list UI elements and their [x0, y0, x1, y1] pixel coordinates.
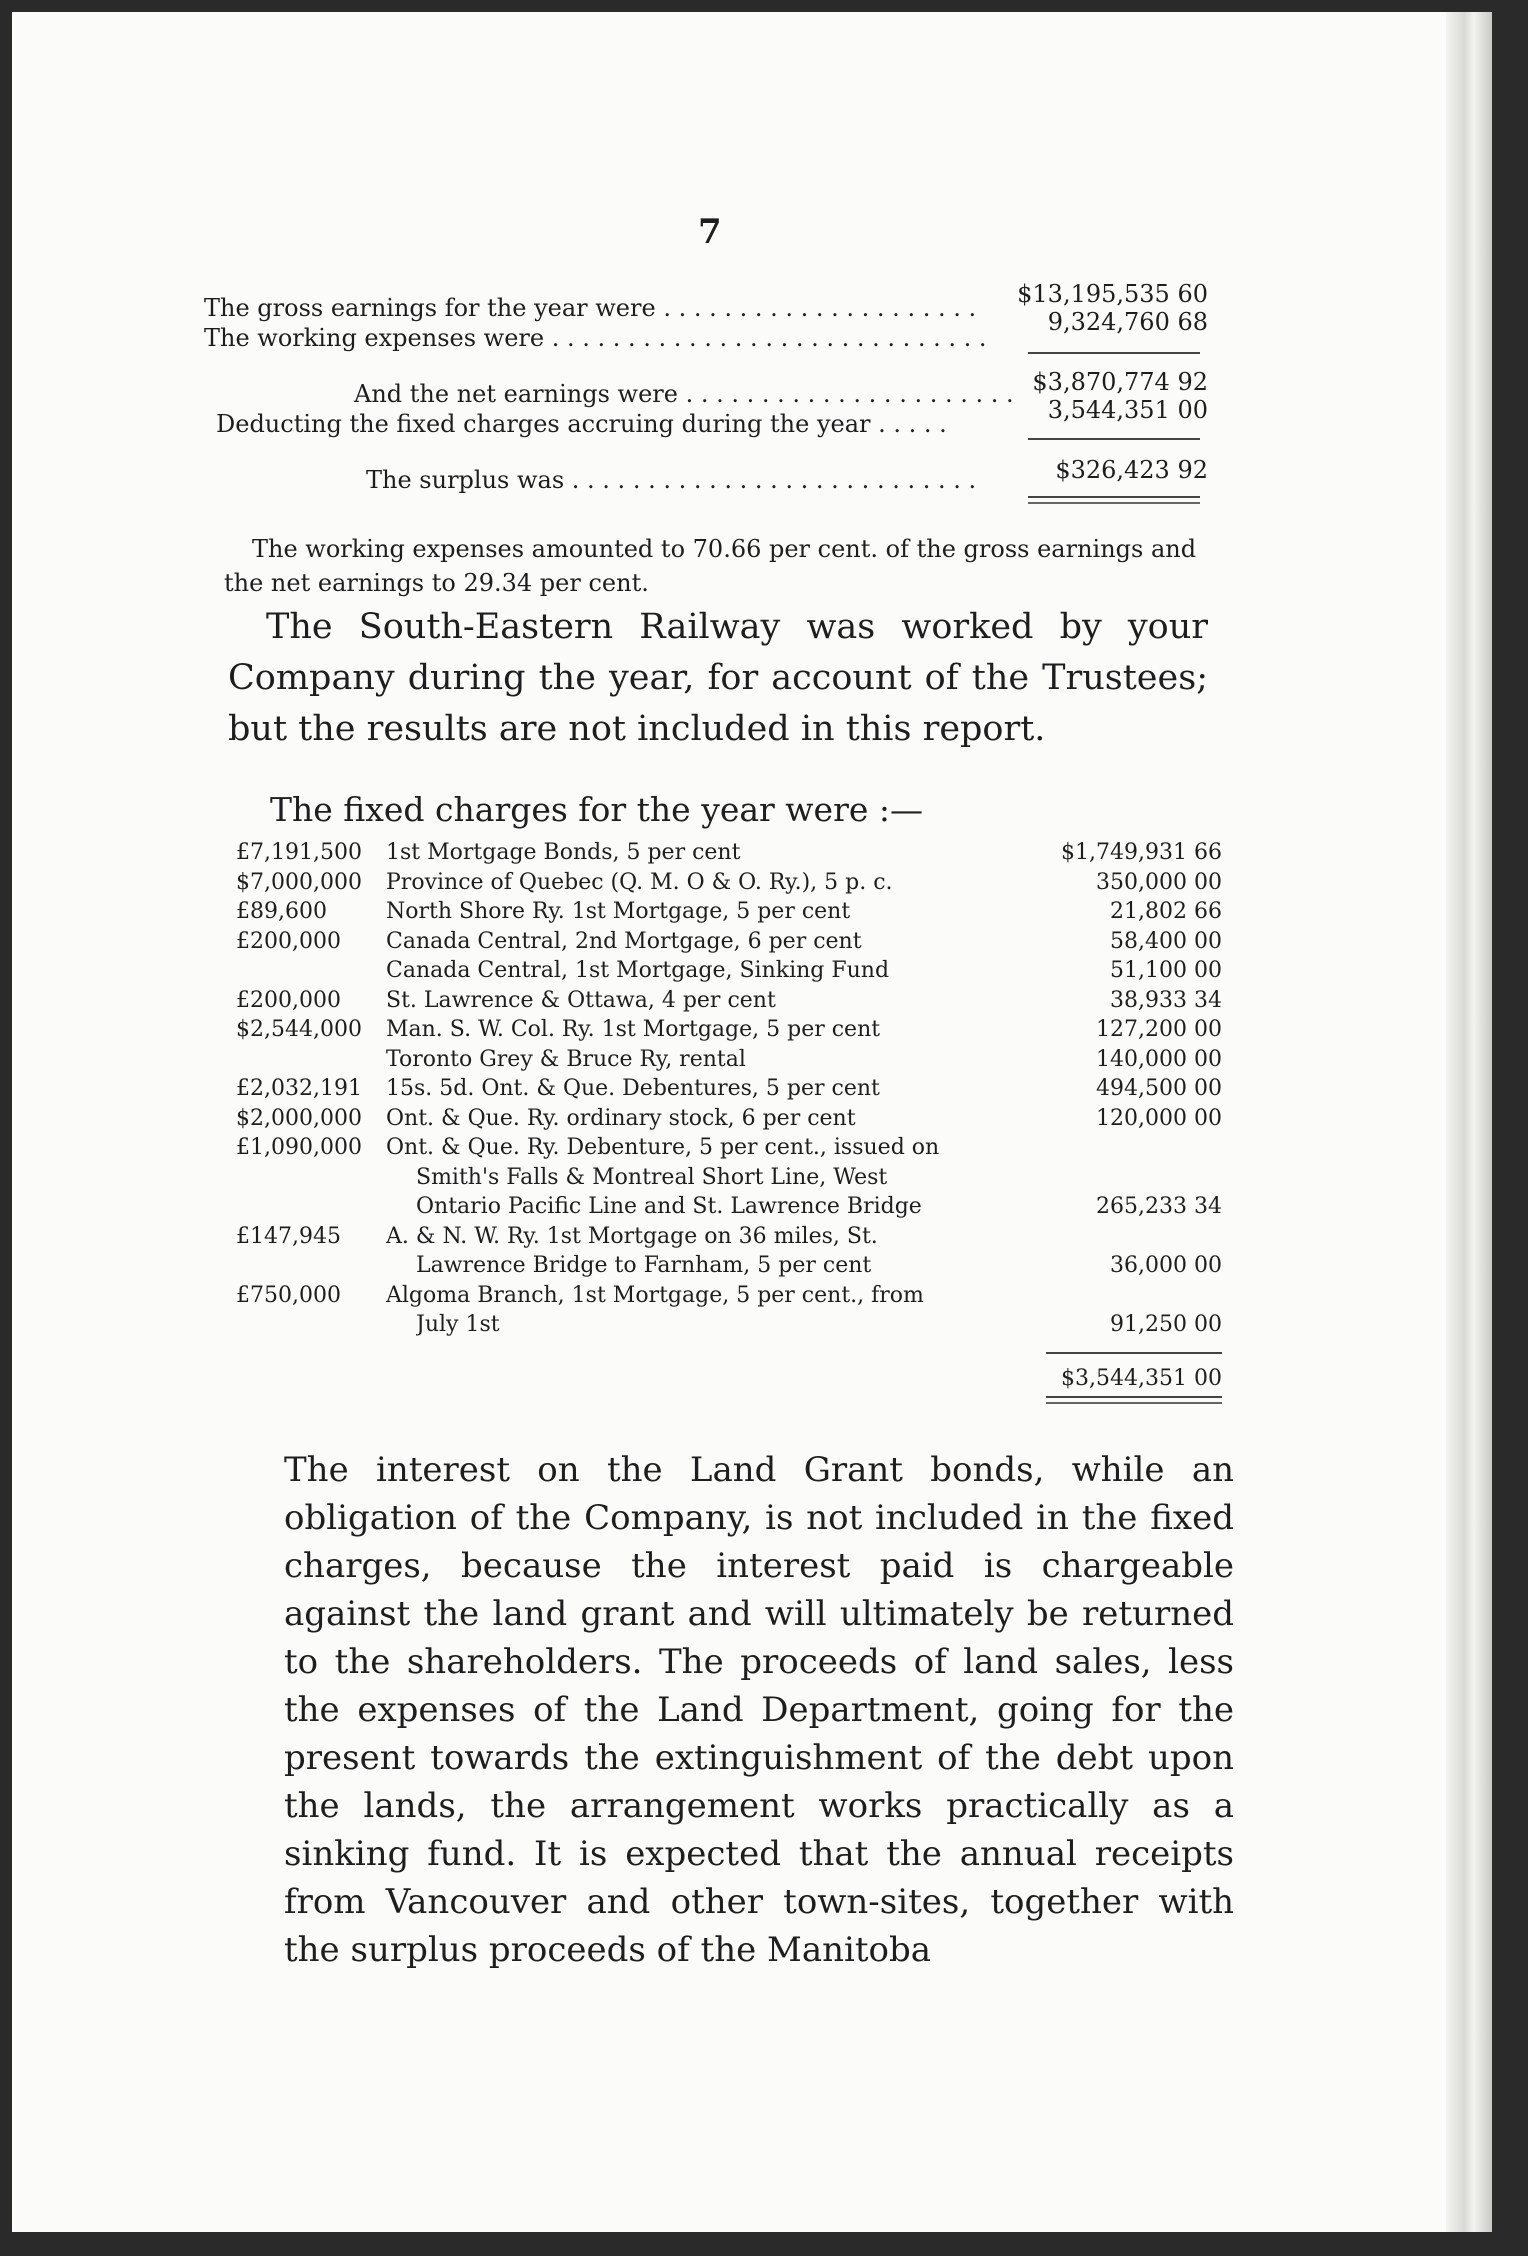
- table-row: £750,000 Algoma Branch, 1st Mortgage, 5 per cent., from: [236, 1282, 924, 1308]
- table-row: July 1st 91,250 00: [416, 1312, 1222, 1337]
- table-row: Canada Central, 1st Mortgage, Sinking Fund 51,100 00: [386, 958, 1222, 983]
- sum-double-rule: [1028, 496, 1200, 504]
- page-number: 7: [698, 212, 722, 252]
- net-earnings-label: And the net earnings were . . . . . . . . . . . . . . . . . . . . . .: [354, 380, 1014, 408]
- table-row: £200,000 St. Lawrence & Ottawa, 4 per cent 38,933 34: [236, 987, 1222, 1013]
- fixed-charges-label: Deducting the fixed charges accruing during the year . . . . .: [216, 410, 947, 438]
- sum-rule: [1028, 438, 1200, 440]
- table-row: Toronto Grey & Bruce Ry, rental 140,000 00: [386, 1046, 1222, 1072]
- table-row: $7,000,000 Province of Quebec (Q. M. O & O. Ry.), 5 p. c. 350,000 00: [236, 869, 1222, 895]
- table-row: £2,032,191 15s. 5d. Ont. & Que. Debentures, 5 per cent 494,500 00: [236, 1076, 1222, 1101]
- charges-intro: The fixed charges for the year were :—: [270, 790, 923, 829]
- book-spine-edge: [1446, 12, 1492, 2232]
- net-earnings-amount: $3,870,774 92: [1032, 368, 1208, 396]
- table-row: Smith's Falls & Montreal Short Line, West: [416, 1164, 888, 1190]
- table-row: £147,945 A. & N. W. Ry. 1st Mortgage on 36 miles, St.: [236, 1223, 878, 1249]
- fixed-charges-table: [236, 838, 1236, 1340]
- table-row: £7,191,500 1st Mortgage Bonds, 5 per cent $1,749,931 66: [236, 840, 1222, 865]
- working-expenses-amount: 9,324,760 68: [1047, 308, 1208, 336]
- gross-earnings-label: The gross earnings for the year were . . . . . . . . . . . . . . . . . . . . .: [204, 294, 977, 322]
- document-page: [12, 12, 1492, 2232]
- table-row: £1,090,000 Ont. & Que. Ry. Debenture, 5 per cent., issued on: [236, 1135, 940, 1160]
- sum-rule: [1028, 352, 1200, 354]
- percent-paragraph: The working expenses amounted to 70.66 per cent. of the gross earnings and the net earnings to 29.34 per cent.: [224, 535, 1197, 597]
- table-row: £200,000 Canada Central, 2nd Mortgage, 6 per cent 58,400 00: [236, 928, 1222, 954]
- total-rule: [1046, 1352, 1222, 1354]
- table-row: £89,600 North Shore Ry. 1st Mortgage, 5 per cent 21,802 66: [236, 899, 1222, 924]
- table-row: Ontario Pacific Line and St. Lawrence Bridge 265,233 34: [416, 1194, 1222, 1219]
- south-eastern-paragraph: The South-Eastern Railway was worked by your Company during the year, for account of the Trustees; but the results are not included in this report.: [228, 607, 1208, 749]
- total-double-rule: [1046, 1396, 1222, 1404]
- surplus-amount: $326,423 92: [1055, 456, 1208, 484]
- table-row: Lawrence Bridge to Farnham, 5 per cent 36,000 00: [416, 1253, 1222, 1278]
- working-expenses-label: The working expenses were . . . . . . . . . . . . . . . . . . . . . . . . . . . . .: [204, 324, 987, 352]
- fixed-charges-amount: 3,544,351 00: [1047, 396, 1208, 424]
- land-grant-paragraph: The interest on the Land Grant bonds, while an obligation of the Company, is not included in the fixed charges, because the interest paid is chargeable against the land grant and will ultimately be returned to the shareholders. The proceeds of land sales, less the expenses of the Land Department, going for the present towards the extinguishment of the debt upon the lands, the arrangement works practically as a sinking fund. It is expected that the annual receipts from Vancouver and other town-sites, together with the surplus proceeds of the Manitoba: [284, 1450, 1234, 1970]
- gross-earnings-amount: $13,195,535 60: [1017, 280, 1208, 308]
- table-row: $2,000,000 Ont. & Que. Ry. ordinary stock, 6 per cent 120,000 00: [236, 1105, 1222, 1131]
- table-row: $2,544,000 Man. S. W. Col. Ry. 1st Mortgage, 5 per cent 127,200 00: [236, 1017, 1222, 1042]
- charges-total: $3,544,351 00: [1061, 1366, 1222, 1391]
- surplus-label: The surplus was . . . . . . . . . . . . . . . . . . . . . . . . . . .: [366, 466, 977, 494]
